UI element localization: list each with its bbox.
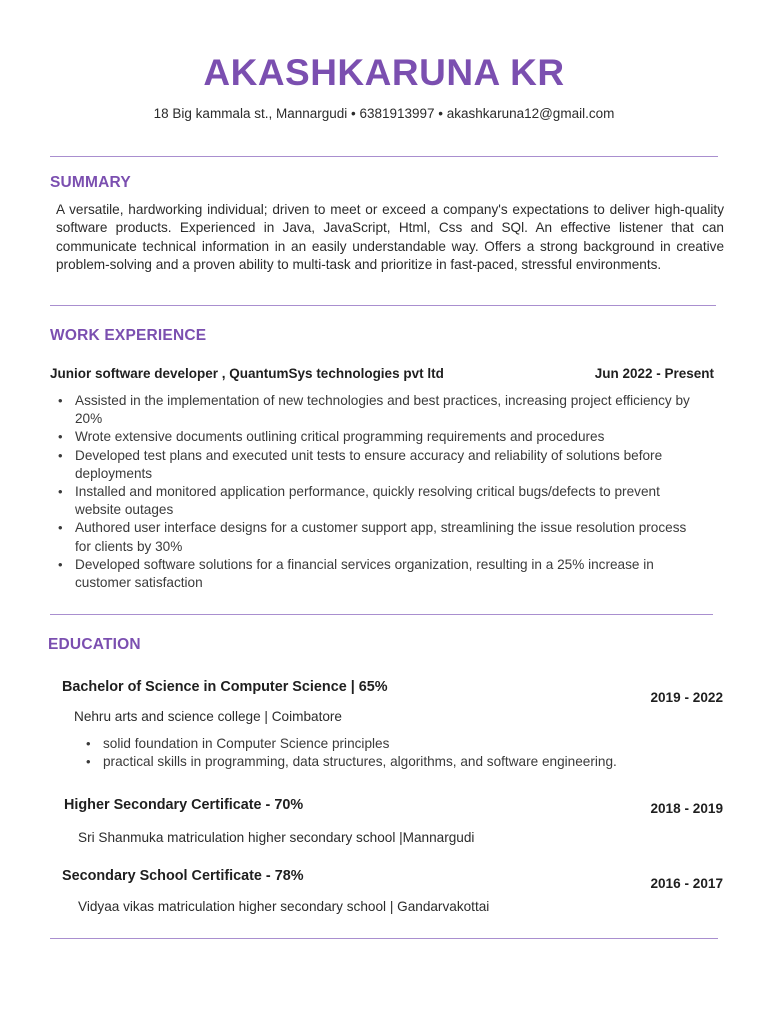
list-item bbox=[54, 483, 694, 519]
bullet-icon: • bbox=[58, 556, 63, 572]
divider bbox=[50, 614, 713, 615]
divider bbox=[50, 305, 716, 306]
bullet-text: Developed software solutions for a financial services organization, resulting in a 25% increase in customer satisfaction bbox=[75, 556, 654, 591]
bullet-text: Wrote extensive documents outlining critical programming requirements and procedures bbox=[75, 429, 605, 445]
bullet-text: Installed and monitored application performance, quickly resolving critical bugs/defects to prevent website outages bbox=[75, 484, 660, 518]
divider bbox=[50, 938, 718, 939]
education-bullet-list bbox=[82, 735, 702, 771]
school-name: Sri Shanmuka matriculation higher secondary school |Mannargudi bbox=[78, 830, 475, 845]
school-name: Nehru arts and science college | Coimbatore bbox=[74, 709, 342, 724]
bullet-icon: • bbox=[58, 447, 63, 463]
bullet-icon: • bbox=[58, 520, 63, 536]
degree-title: Higher Secondary Certificate - 70% bbox=[64, 797, 304, 813]
degree-date: 2016 - 2017 bbox=[650, 876, 723, 891]
job-title: Junior software developer , QuantumSys technologies pvt ltd bbox=[50, 366, 444, 381]
resume-name: AKASHKARUNA KR bbox=[203, 52, 565, 93]
bullet-text: solid foundation in Computer Science principles bbox=[103, 736, 390, 751]
list-item bbox=[54, 447, 694, 483]
summary-text: A versatile, hardworking individual; driven to meet or exceed a company's expectations to deliver high-quality software products. Experienced in Java, JavaScript, Html, Css and SQl. An effective listener that can communicate technical information in an easily understandable way. Offers a strong background in creative problem-solving and a proven ability to multi-task and prioritize in fast-paced, stressful environments. bbox=[56, 202, 724, 272]
list-item bbox=[54, 392, 694, 428]
contact-line: 18 Big kammala st., Mannargudi • 6381913997 • akashkaruna12@gmail.com bbox=[153, 106, 615, 121]
job-date: Jun 2022 - Present bbox=[594, 366, 714, 381]
divider bbox=[50, 156, 718, 157]
list-item bbox=[54, 428, 694, 446]
work-bullet-list bbox=[54, 392, 694, 592]
school-name: Vidyaa vikas matriculation higher secondary school | Gandarvakottai bbox=[78, 899, 490, 914]
bullet-icon: • bbox=[86, 736, 91, 751]
degree-title: Bachelor of Science in Computer Science | 65% bbox=[62, 679, 388, 695]
degree-date: 2018 - 2019 bbox=[650, 801, 723, 816]
bullet-icon: • bbox=[86, 754, 91, 770]
bullet-text: practical skills in programming, data structures, algorithms, and software engineering. bbox=[103, 754, 617, 770]
list-item bbox=[54, 519, 694, 555]
list-item bbox=[82, 753, 702, 771]
bullet-text: Assisted in the implementation of new technologies and best practices, increasing project efficiency by 20% bbox=[75, 393, 690, 427]
bullet-icon: • bbox=[58, 393, 63, 408]
bullet-text: Developed test plans and executed unit tests to ensure accuracy and reliability of solutions before deployments bbox=[75, 447, 663, 481]
bullet-text: Authored user interface designs for a customer support app, streamlining the issue resolution process for clients by 30% bbox=[75, 520, 687, 554]
degree-date: 2019 - 2022 bbox=[650, 690, 723, 705]
list-item bbox=[54, 556, 694, 592]
work-experience-heading: WORK EXPERIENCE bbox=[50, 327, 207, 344]
bullet-icon: • bbox=[58, 429, 63, 445]
bullet-icon: • bbox=[58, 484, 63, 500]
list-item bbox=[82, 735, 702, 753]
summary-heading: SUMMARY bbox=[50, 174, 131, 191]
degree-title: Secondary School Certificate - 78% bbox=[62, 868, 304, 884]
education-heading: EDUCATION bbox=[48, 636, 141, 653]
